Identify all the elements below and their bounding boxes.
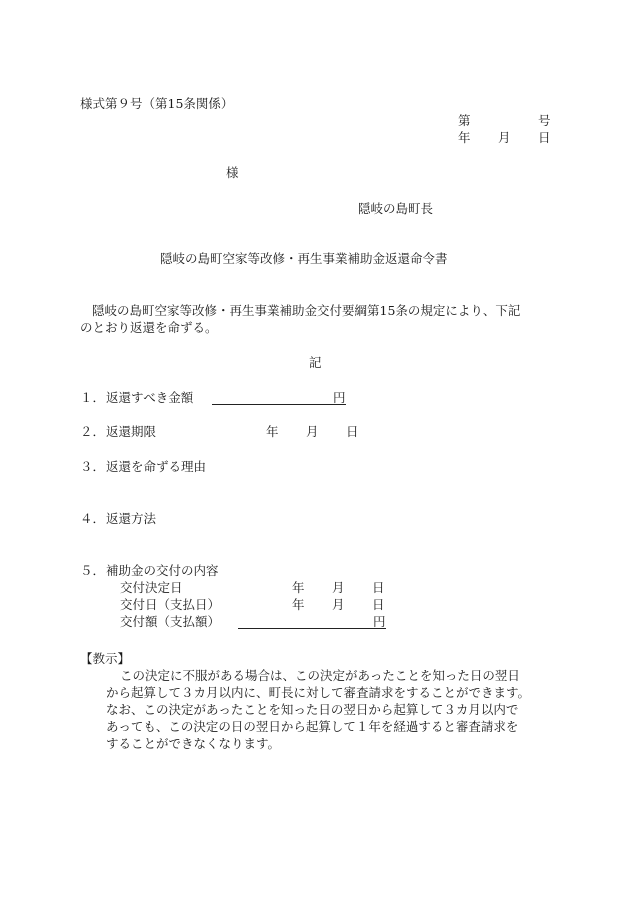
- item-3-number: ３．: [80, 459, 106, 474]
- number-prefix: 第: [458, 113, 471, 128]
- notice-line: することができなくなります。: [106, 736, 281, 751]
- item-2-label: 返還期限: [106, 424, 157, 439]
- item-2-year: 年: [266, 424, 279, 439]
- item-2-number: ２．: [80, 424, 106, 439]
- grant-decision-date-label: 交付決定日: [120, 580, 183, 595]
- item-2-day: 日: [346, 424, 359, 439]
- item-1-unit: 円: [333, 390, 346, 405]
- item-4-label: 返還方法: [106, 511, 157, 526]
- item-4-number: ４．: [80, 511, 106, 526]
- ki-heading: 記: [309, 355, 322, 370]
- grant-payment-year: 年: [292, 597, 305, 612]
- notice-line: から起算して３カ月以内に、町長に対して審査請求をすることができます。: [106, 685, 531, 700]
- grant-decision-month: 月: [332, 580, 345, 595]
- item-1-number: １．: [80, 390, 106, 405]
- item-5-number: ５．: [80, 563, 106, 578]
- addressee-suffix: 様: [226, 165, 239, 180]
- grant-decision-day: 日: [372, 580, 385, 595]
- date-day: 日: [538, 130, 551, 145]
- item-1-label: 返還すべき金額: [106, 390, 194, 405]
- notice-heading: 【教示】: [80, 651, 131, 666]
- grant-amount-label: 交付額（支払額）: [120, 614, 221, 629]
- grant-amount-unit: 円: [373, 614, 386, 629]
- grant-payment-month: 月: [332, 597, 345, 612]
- date-year: 年: [458, 130, 471, 145]
- item-5-label: 補助金の交付の内容: [106, 563, 219, 578]
- notice-line: あっても、この決定の日の翌日から起算して１年を経過すると審査請求を: [106, 719, 519, 734]
- grant-payment-day: 日: [372, 597, 385, 612]
- grant-decision-year: 年: [292, 580, 305, 595]
- grant-payment-date-label: 交付日（支払日）: [120, 597, 221, 612]
- number-suffix: 号: [538, 113, 551, 128]
- grant-amount-underline: [238, 628, 386, 629]
- amount-underline: [212, 404, 346, 405]
- document-title: 隠岐の島町空家等改修・再生事業補助金返還命令書: [160, 251, 448, 266]
- intro-line-1: 隠岐の島町空家等改修・再生事業補助金交付要綱第15条の規定により、下記: [92, 303, 521, 318]
- item-3-label: 返還を命ずる理由: [106, 459, 207, 474]
- form-label: 様式第９号（第15条関係）: [80, 96, 234, 111]
- date-month: 月: [498, 130, 511, 145]
- notice-line: なお、この決定があったことを知った日の翌日から起算して３カ月以内で: [106, 702, 519, 717]
- issuer: 隠岐の島町長: [358, 201, 434, 216]
- item-2-month: 月: [306, 424, 319, 439]
- notice-line: この決定に不服がある場合は、この決定があったことを知った日の翌日: [120, 668, 520, 683]
- intro-line-2: のとおり返還を命ずる。: [80, 320, 218, 335]
